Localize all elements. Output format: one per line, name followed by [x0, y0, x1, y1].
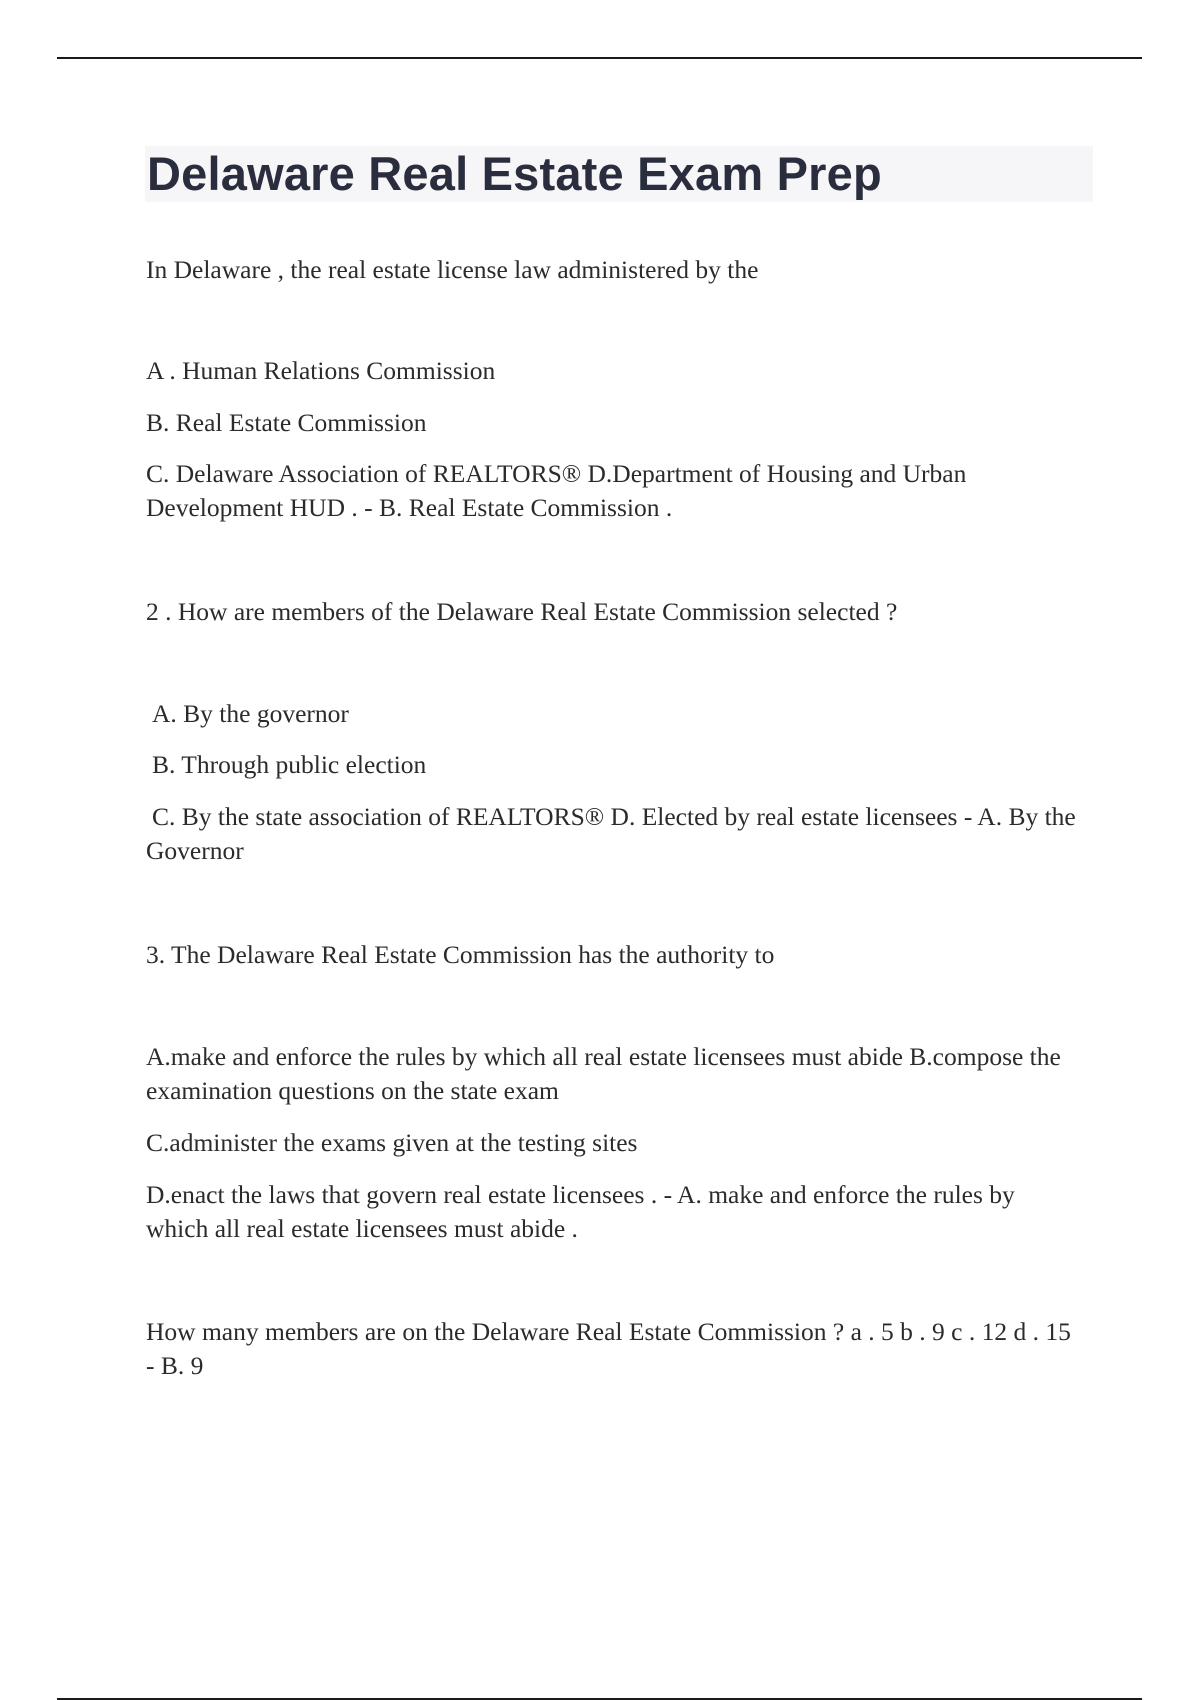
question-3-options-a-b: A.make and enforce the rules by which all real estate licensees must abide B.compose the examination questions on the state exam	[146, 1042, 1061, 1105]
question-2: 2 . How are members of the Delaware Real Estate Commission selected ?	[146, 597, 898, 626]
page-title: Delaware Real Estate Exam Prep	[147, 147, 882, 200]
top-rule	[57, 57, 1142, 59]
question-1-option-a: A . Human Relations Commission	[146, 356, 496, 385]
question-3: 3. The Delaware Real Estate Commission has the authority to	[146, 940, 775, 969]
question-1: In Delaware , the real estate license law administered by the	[146, 255, 759, 284]
question-3-option-d-answer: D.enact the laws that govern real estate licensees . - A. make and enforce the rules by which all real estate licensees must abide .	[146, 1180, 1015, 1243]
question-4: How many members are on the Delaware Real Estate Commission ? a . 5 b . 9 c . 12 d . 15 - B. 9	[146, 1317, 1071, 1380]
question-2-option-a: A. By the governor	[152, 699, 349, 728]
question-2-options-c-d-answer: C. By the state association of REALTORS® D. Elected by real estate licensees - A. By the Governor	[146, 802, 1076, 865]
question-1-options-c-d-answer: C. Delaware Association of REALTORS® D.Department of Housing and Urban Development HUD . - B. Real Estate Commission .	[146, 459, 967, 522]
question-1-option-b: B. Real Estate Commission	[146, 408, 427, 437]
question-3-option-c: C.administer the exams given at the testing sites	[146, 1128, 638, 1157]
question-2-option-b: B. Through public election	[152, 750, 427, 779]
